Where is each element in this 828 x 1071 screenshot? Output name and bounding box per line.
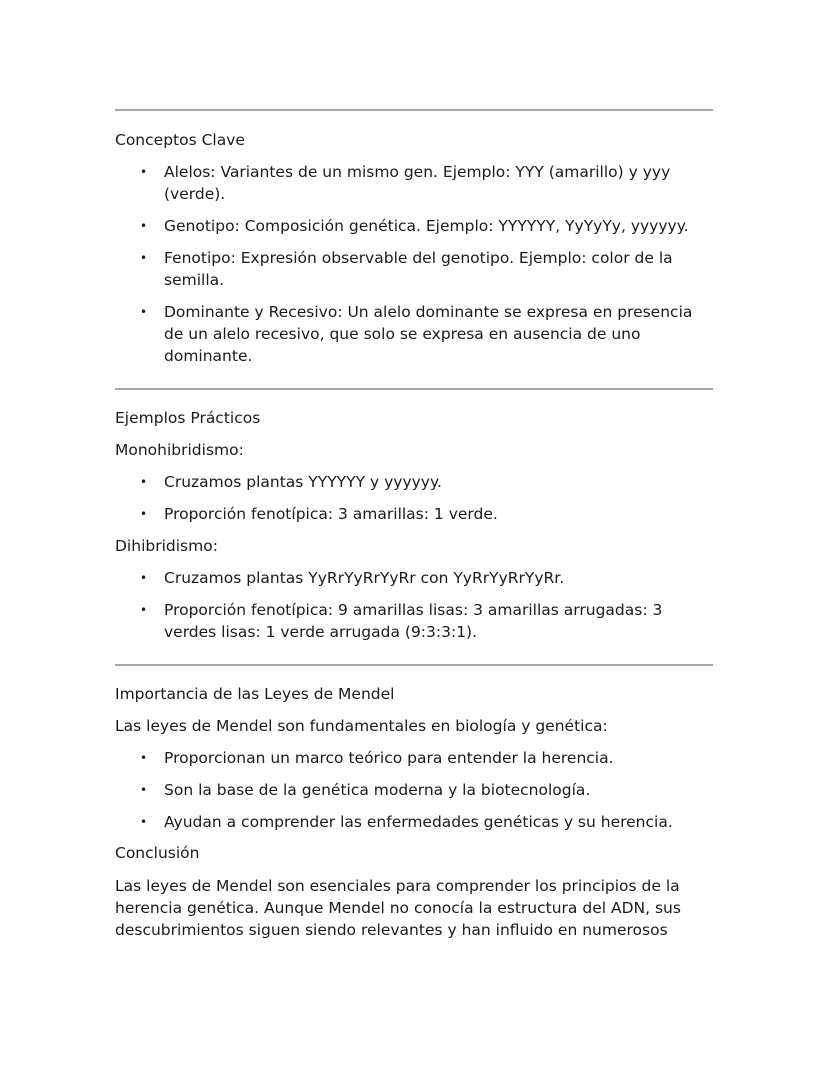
divider — [115, 664, 713, 666]
list-item-text: Genotipo: Composición genética. Ejemplo: YYYYYY, YyYyYy, yyyyyy. — [164, 217, 689, 235]
bullet-icon: • — [140, 305, 148, 319]
section-heading-importancia: Importancia de las Leyes de Mendel — [115, 685, 395, 703]
conclusion-line: descubrimientos siguen siendo relevantes y han influido en numerosos — [115, 921, 668, 939]
list-item-text: Dominante y Recesivo: Un alelo dominante se expresa en presencia de un alelo recesivo, que solo se expresa en ausencia de uno dominante. — [164, 303, 693, 365]
bullet-icon: • — [140, 251, 148, 265]
list-item-text: Alelos: Variantes de un mismo gen. Ejemplo: YYY (amarillo) y yyy (verde). — [164, 163, 671, 203]
conceptos-list — [115, 161, 713, 367]
bullet-icon: • — [140, 165, 148, 179]
subheading-dihibridismo: Dihibridismo: — [115, 537, 218, 555]
section-heading-conceptos: Conceptos Clave — [115, 131, 245, 149]
list-item — [115, 471, 713, 493]
bullet-icon: • — [140, 603, 148, 617]
bullet-icon: • — [140, 783, 148, 797]
list-item-text: Proporción fenotípica: 3 amarillas: 1 verde. — [164, 505, 498, 523]
bullet-icon: • — [140, 571, 148, 585]
list-item — [115, 161, 713, 205]
subheading-monohibridismo: Monohibridismo: — [115, 441, 244, 459]
list-item — [115, 747, 713, 769]
bullet-icon: • — [140, 507, 148, 521]
list-item-text: Son la base de la genética moderna y la biotecnología. — [164, 781, 591, 799]
list-item-text: Proporción fenotípica: 9 amarillas lisas: 3 amarillas arrugadas: 3 verdes lisas: 1 verde arrugada (9:3:3:1). — [164, 601, 663, 641]
bullet-icon: • — [140, 815, 148, 829]
bullet-icon: • — [140, 219, 148, 233]
importancia-list — [115, 747, 713, 833]
list-item-text: Cruzamos plantas YYYYYY y yyyyyy. — [164, 473, 442, 491]
section-heading-conclusion: Conclusión — [115, 844, 200, 862]
list-item — [115, 301, 713, 367]
list-item-text: Proporcionan un marco teórico para entender la herencia. — [164, 749, 614, 767]
dihibridismo-list — [115, 567, 713, 643]
document-page — [115, 0, 713, 941]
monohibridismo-list — [115, 471, 713, 525]
list-item-text: Ayudan a comprender las enfermedades genéticas y su herencia. — [164, 813, 673, 831]
conclusion-paragraph — [115, 875, 713, 941]
importancia-intro: Las leyes de Mendel son fundamentales en biología y genética: — [115, 717, 608, 735]
divider-top — [115, 109, 713, 111]
conclusion-line: Las leyes de Mendel son esenciales para comprender los principios de la — [115, 877, 680, 895]
list-item-text: Fenotipo: Expresión observable del genotipo. Ejemplo: color de la semilla. — [164, 249, 673, 289]
list-item — [115, 599, 713, 643]
bullet-icon: • — [140, 475, 148, 489]
conclusion-line: herencia genética. Aunque Mendel no conocía la estructura del ADN, sus — [115, 899, 681, 917]
list-item — [115, 567, 713, 589]
list-item — [115, 247, 713, 291]
divider — [115, 388, 713, 390]
list-item — [115, 811, 713, 833]
list-item — [115, 215, 713, 237]
list-item-text: Cruzamos plantas YyRrYyRrYyRr con YyRrYyRrYyRr. — [164, 569, 565, 587]
list-item — [115, 779, 713, 801]
list-item — [115, 503, 713, 525]
section-heading-ejemplos: Ejemplos Prácticos — [115, 409, 261, 427]
bullet-icon: • — [140, 751, 148, 765]
